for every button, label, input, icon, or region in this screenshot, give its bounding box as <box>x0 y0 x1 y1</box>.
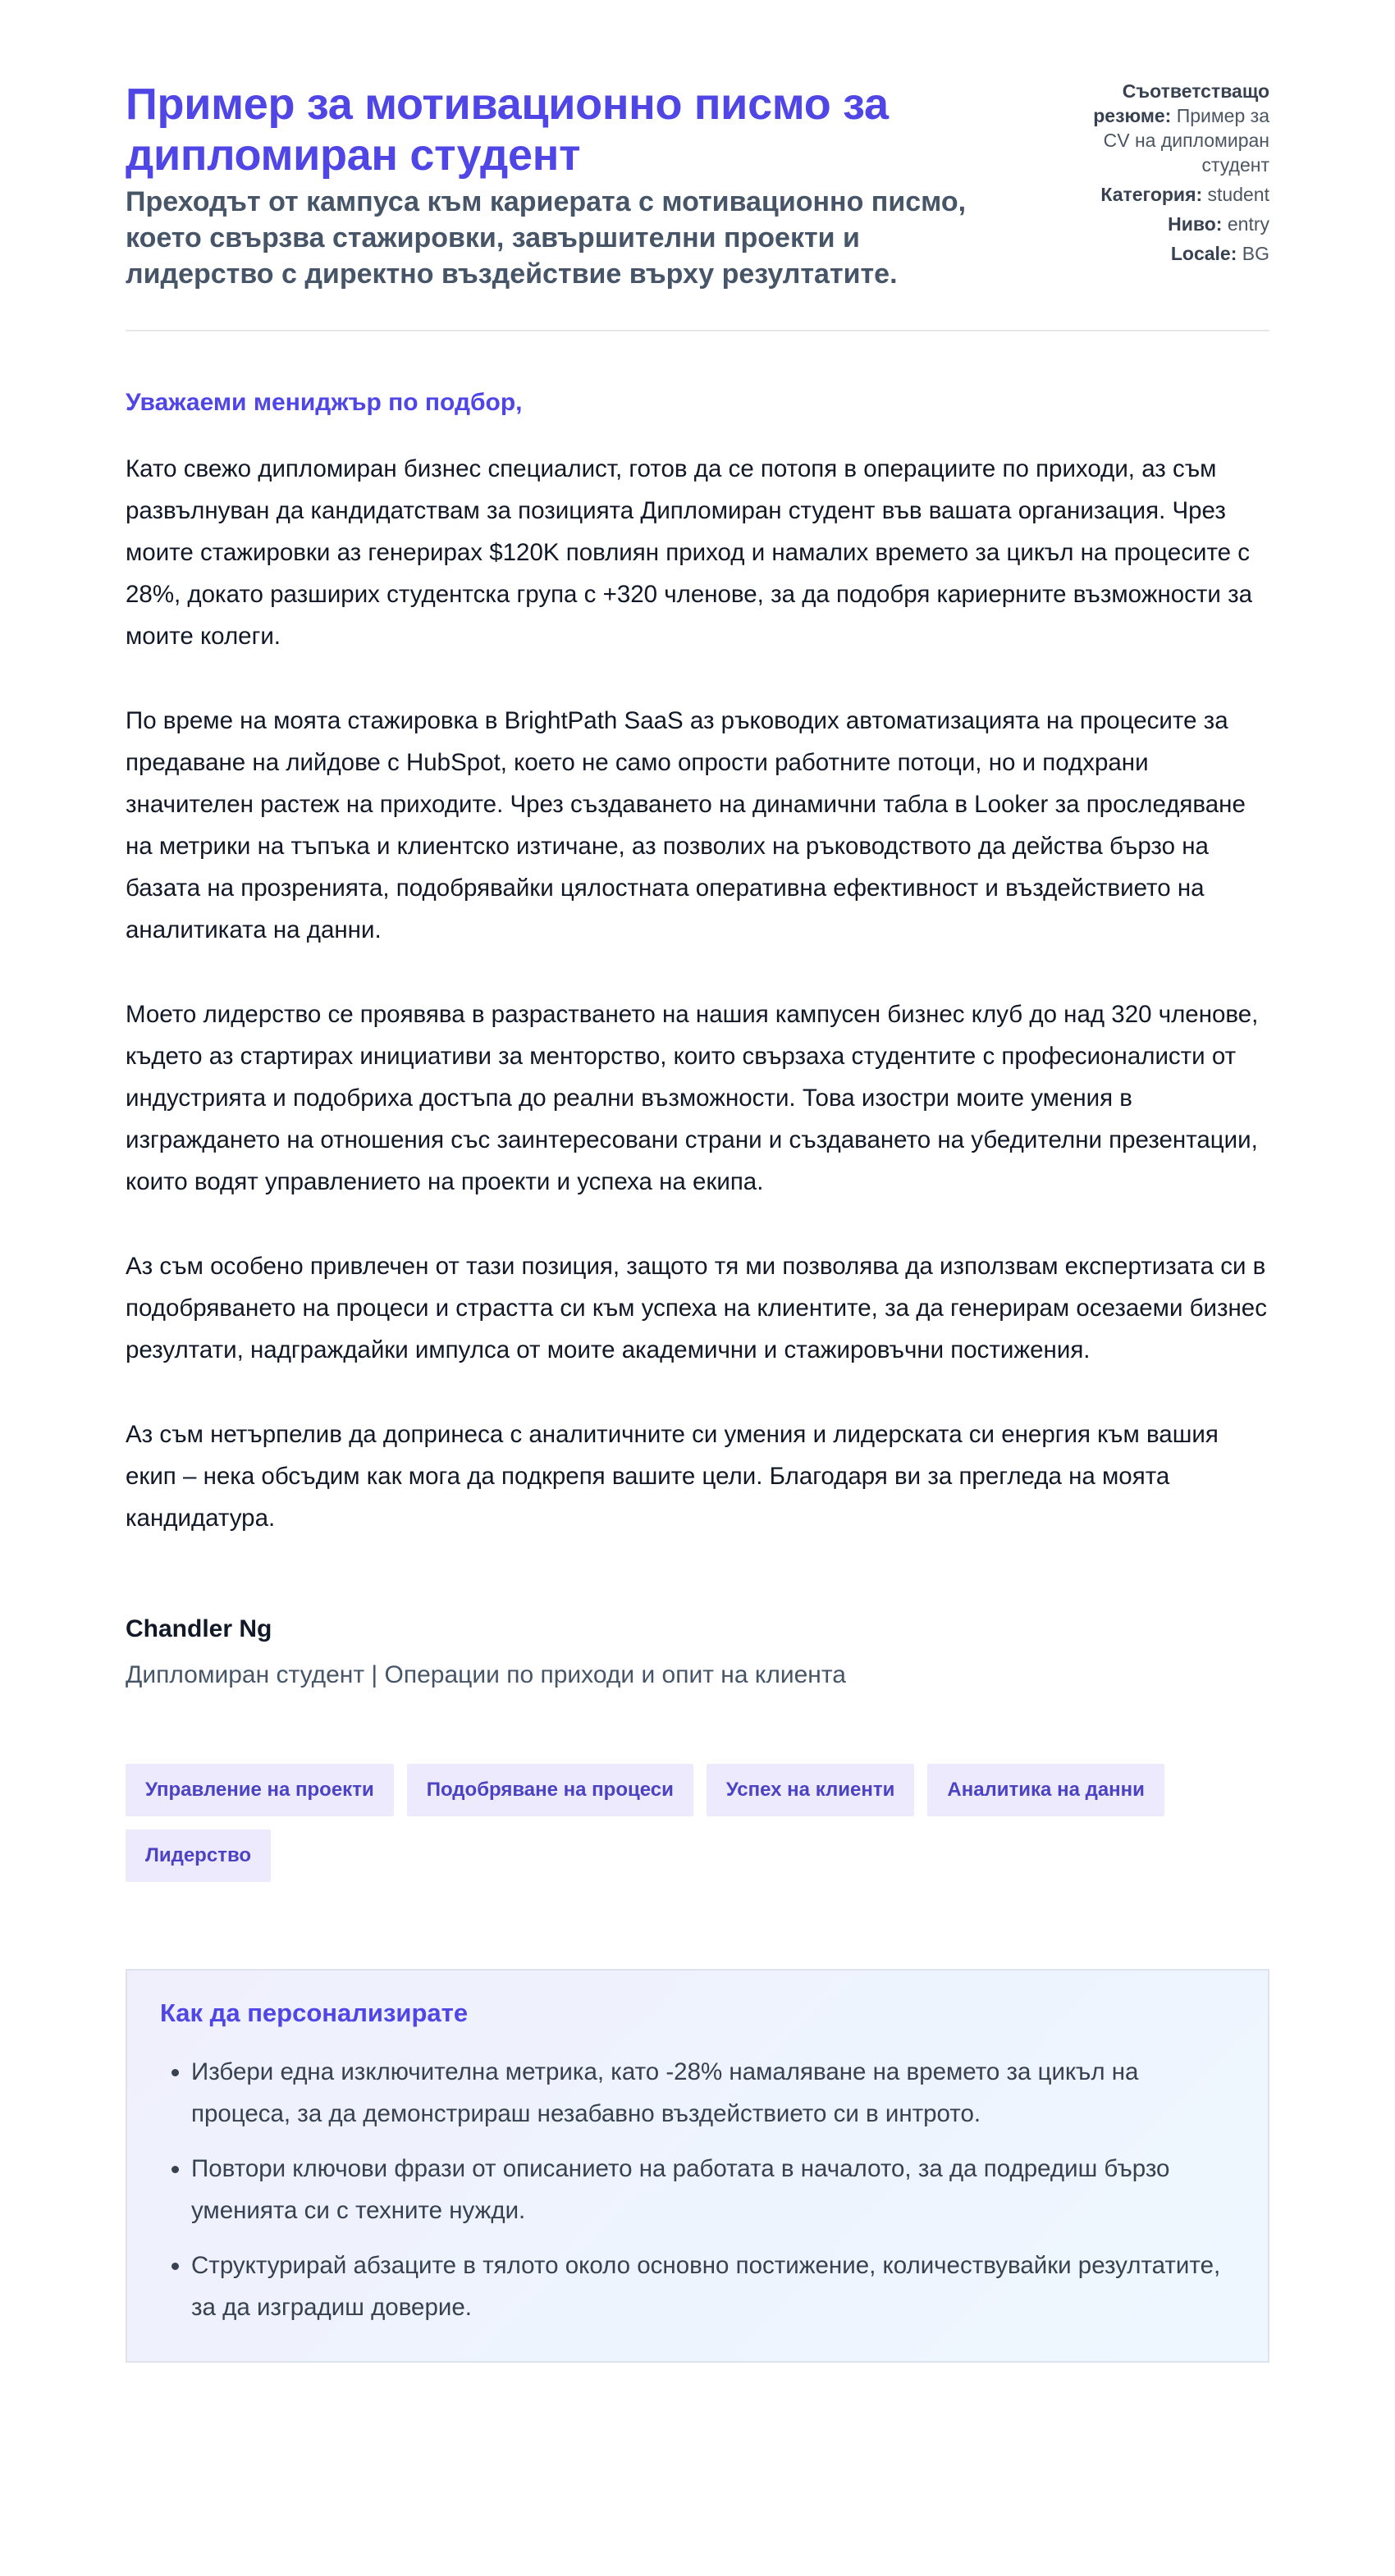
letter-paragraph: Аз съм нетърпелив да допринеса с аналитичните си умения и лидерската си енергия към вашия екип – нека обсъдим как мога да подкрепя вашите цели. Благодаря ви за прегледа на моята кандидатура. <box>126 1421 1219 1532</box>
page-header <box>126 79 1269 331</box>
meta-value: student <box>1207 184 1269 205</box>
signature <box>126 1613 1269 1692</box>
letter-body <box>126 389 1269 1539</box>
letter-paragraph: Като свежо дипломиран бизнес специалист, готов да се потопя в операциите по приходи, аз съм развълнуван да кандидатствам за позицията Дипломиран студент във вашата организация. Чрез моите стажировки аз генерирах $120K повлиян приход и намалих времето за цикъл на процесите с 28%, докато разширих студентска група с +320 членове, за да подобря кариерните възможности за моите колеги. <box>126 455 1253 650</box>
tip-item: • Структурирай абзаците в тялото около основно постижение, количествувайки резултатите, за да изградиш доверие. <box>191 2245 1235 2328</box>
tip-item: • Повтори ключови фрази от описанието на работата в началото, за да подредиш бързо уменията си с техните нужди. <box>191 2148 1235 2231</box>
meta-label: Ниво: <box>1168 213 1223 235</box>
meta-locale <box>1073 241 1269 266</box>
signature-name: Chandler Ng <box>126 1615 272 1642</box>
page-subtitle: Преходът от кампуса към кариерата с мотивационно писмо, което свързва стажировки, завършителни проекти и лидерство с директно въздействие върху резултатите. <box>126 186 967 290</box>
skill-tag: Успех на клиенти <box>707 1764 914 1816</box>
skill-tag: Подобряване на процеси <box>407 1764 693 1816</box>
tip-item: • Избери една изключителна метрика, като -28% намаляване на времето за цикъл на процеса, за да демонстрираш незабавно въздействието си в интрото. <box>191 2051 1235 2135</box>
signature-role: Дипломиран студент | Операции по приходи и опит на клиента <box>126 1661 846 1688</box>
letter-paragraph: Аз съм особено привлечен от тази позиция, защото тя ми позволява да използвам експертизата си в подобряването на процеси и страстта си към успеха на клиентите, за да генерирам осезаеми бизнес резултати, надграждайки импулса от моите академични и стажировъчни постижения. <box>126 1253 1267 1363</box>
skill-tag: Аналитика на данни <box>927 1764 1164 1816</box>
meta-label: Категория: <box>1100 184 1203 205</box>
cover-letter-page <box>126 0 1269 2441</box>
skill-tags <box>126 1764 1192 1882</box>
letter-paragraph: Моето лидерство се проявява в разрастването на нашия кампусен бизнес клуб до над 320 членове, където аз стартирах инициативи за менторство, които свързаха студентите с професионалисти от индустрията и подобриха достъпа до реални възможности. Това изостри моите умения в изграждането на отношения със заинтересовани страни и създаването на убедителни презентации, които водят управлението на проекти и успеха на екипа. <box>126 1001 1259 1195</box>
page-title: Пример за мотивационно писмо за дипломиран студент <box>126 80 889 180</box>
meta-value: Пример за CV на дипломиран студент <box>1103 105 1269 176</box>
meta-panel <box>1073 79 1269 271</box>
skill-tag: Лидерство <box>126 1829 271 1882</box>
salutation: Уважаеми мениджър по подбор, <box>126 389 523 416</box>
meta-value: BG <box>1242 243 1269 264</box>
meta-level <box>1073 212 1269 236</box>
personalization-tips <box>126 1969 1269 2363</box>
meta-label: Locale: <box>1170 243 1237 264</box>
tips-list <box>160 2051 1235 2328</box>
tips-title: Как да персонализирате <box>160 1998 469 2027</box>
meta-value: entry <box>1227 213 1269 235</box>
meta-matching-resume <box>1073 79 1269 177</box>
letter-paragraph: По време на моята стажировка в BrightPath SaaS аз ръководих автоматизацията на процесите за предаване на лийдове с HubSpot, което не само опрости работните потоци, но и подхрани значителен растеж на приходите. Чрез създаването на динамични табла в Looker за проследяване на метрики на тъпъка и клиентско изтичане, аз позволих на ръководството да действа бързо на базата на прозренията, подобрявайки цялостната оперативна ефективност и въздействието на аналитиката на данни. <box>126 707 1246 943</box>
skill-tag: Управление на проекти <box>126 1764 394 1816</box>
header-titles <box>126 79 1012 292</box>
meta-label: Съответстващо резюме: <box>1093 80 1269 126</box>
meta-category <box>1073 182 1269 207</box>
